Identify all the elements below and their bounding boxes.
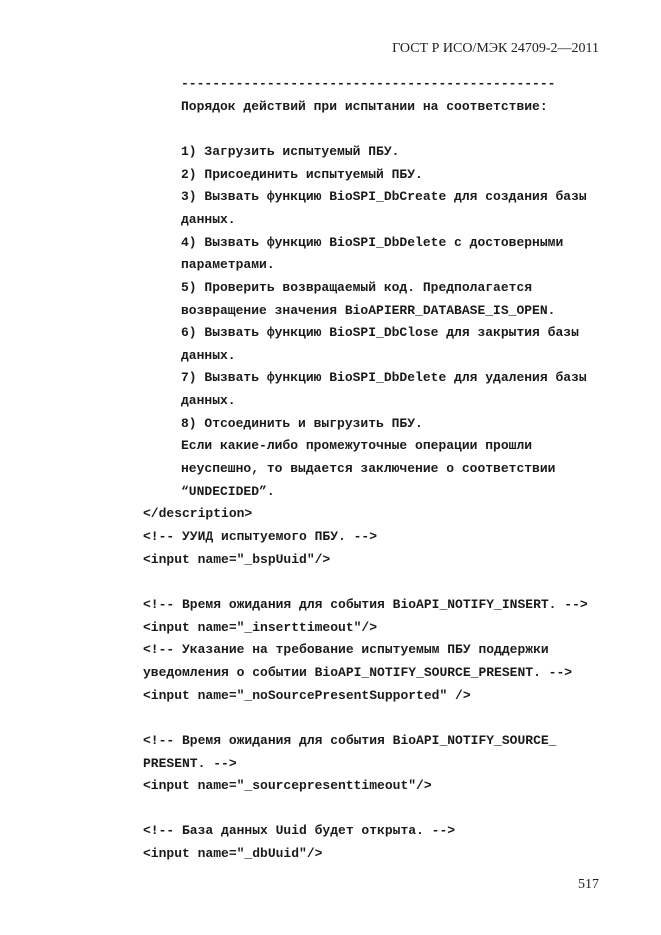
page-number: 517	[578, 877, 599, 892]
code-comment: PRESENT. -->	[143, 755, 237, 771]
procedure-line: данных.	[181, 347, 236, 363]
code-input: <input name="_bspUuid"/>	[143, 551, 331, 567]
procedure-line: Если какие-либо промежуточные операции прошли	[181, 438, 533, 454]
procedure-line: данных.	[181, 211, 236, 227]
procedure-line: данных.	[181, 393, 236, 409]
code-input: <input name="_noSourcePresentSupported" />	[143, 687, 471, 703]
procedure-line: параметрами.	[181, 257, 275, 273]
procedure-line: 5) Проверить возвращаемый код. Предполагается	[181, 279, 533, 295]
procedure-heading: Порядок действий при испытании на соответствие:	[181, 98, 548, 114]
code-input: <input name="_sourcepresenttimeout"/>	[143, 778, 432, 794]
procedure-line: 7) Вызвать функцию BioSPI_DbDelete для удаления базы	[181, 370, 587, 386]
procedure-line: неуспешно, то выдается заключение о соответствии	[181, 461, 556, 476]
procedure-line: возвращение значения BioAPIERR_DATABASE_IS_OPEN.	[181, 302, 556, 318]
procedure-line: “UNDECIDED”.	[181, 483, 275, 499]
procedure-line: 6) Вызвать функцию BioSPI_DbClose для закрытия базы	[181, 325, 579, 341]
procedure-line: 4) Вызвать функцию BioSPI_DbDelete с достоверными	[181, 234, 564, 250]
code-input: <input name="_dbUuid"/>	[143, 846, 323, 862]
procedure-line: 1) Загрузить испытуемый ПБУ.	[181, 143, 400, 159]
description-close-tag: </description>	[143, 506, 253, 522]
separator-line: ------------------------------------------------	[181, 76, 556, 91]
document-header: ГОСТ Р ИСО/МЭК 24709-2—2011	[392, 41, 599, 56]
code-comment: <!-- Время ожидания для события BioAPI_NOTIFY_INSERT. -->	[143, 596, 588, 612]
code-comment: <!-- Время ожидания для события BioAPI_NOTIFY_SOURCE_	[143, 732, 557, 748]
procedure-line: 8) Отсоединить и выгрузить ПБУ.	[181, 415, 423, 431]
code-comment: <!-- База данных Uuid будет открыта. -->	[143, 823, 456, 839]
code-comment: уведомления о событии BioAPI_NOTIFY_SOURCE_PRESENT. -->	[143, 664, 573, 680]
code-input: <input name="_inserttimeout"/>	[143, 619, 378, 635]
procedure-line: 2) Присоединить испытуемый ПБУ.	[181, 166, 423, 182]
procedure-line: 3) Вызвать функцию BioSPI_DbCreate для создания базы	[181, 189, 587, 205]
code-comment: <!-- Указание на требование испытуемым ПБУ поддержки	[143, 642, 549, 658]
code-comment: <!-- УУИД испытуемого ПБУ. -->	[143, 529, 378, 544]
